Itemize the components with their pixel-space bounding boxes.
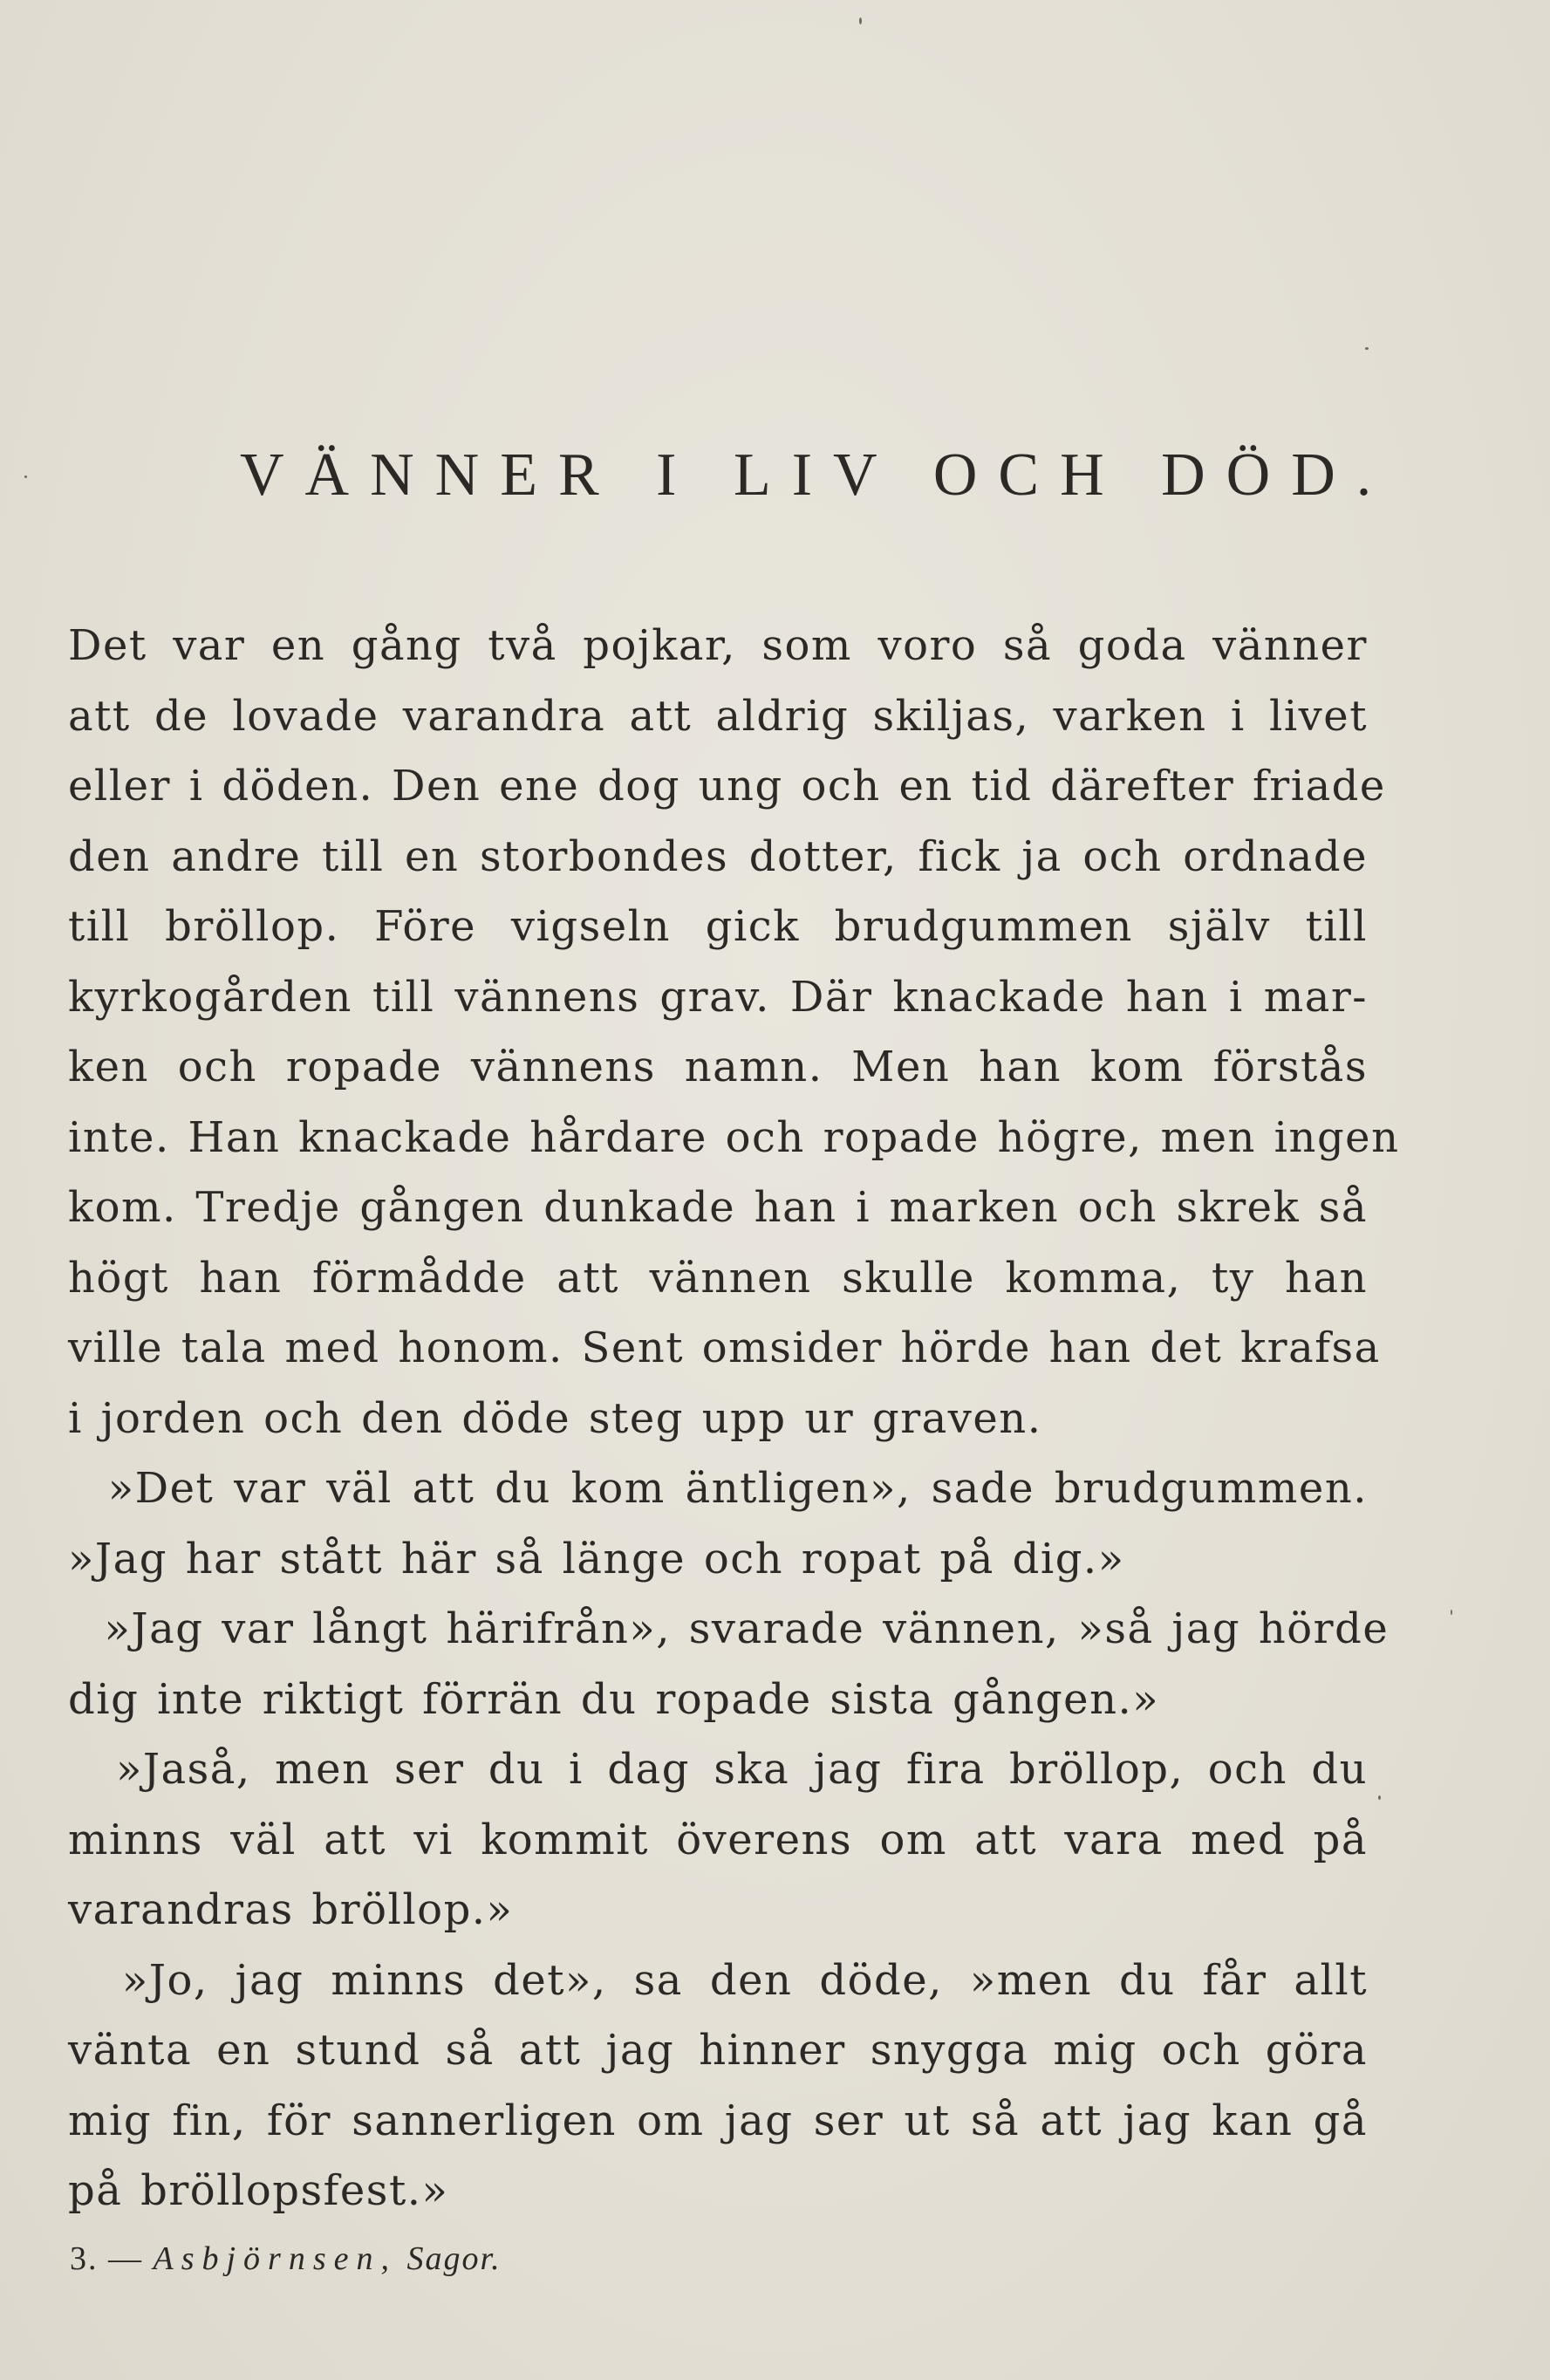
paper-speck [1365,347,1369,350]
text-line: varandras bröllop.» [68,1885,514,1934]
paper-speck [1451,1610,1452,1615]
text-line: i jorden och den döde steg upp ur graven. [68,1393,1042,1443]
text-line: ken och ropade vännens namn. Men han kom förstås [68,1043,1368,1091]
text-line: dig inte riktigt förrän du ropade sista gången.» [68,1674,1160,1724]
text-line: »Jaså, men ser du i dag ska jag fira bröllop, och du [68,1745,1368,1794]
chapter-title: VÄNNER I LIV OCH DÖD. [240,441,1393,509]
text-line: på bröllopsfest.» [68,2166,449,2215]
paper-speck [1378,1795,1381,1800]
text-line: »Jag var långt härifrån», svarade vännen, »så jag hörde [68,1604,1390,1653]
page-footer [70,2240,502,2278]
body-text [68,611,1400,2226]
text-line: »Jag har stått här så länge och ropat på dig.» [68,1534,1125,1583]
signature-number: 3. [70,2240,99,2277]
text-line: mig fin, för sannerligen om jag ser ut så att jag kan gå [68,2096,1368,2145]
text-line: Det var en gång två pojkar, som voro så goda vänner [68,621,1368,670]
text-line: högt han förmådde att vännen skulle komma, ty han [68,1253,1368,1303]
text-line: vänta en stund så att jag hinner snygga mig och göra [68,2026,1368,2075]
text-line: kom. Tredje gången dunkade han i marken och skrek så [68,1183,1368,1232]
text-line: att de lovade varandra att aldrig skiljas, varken i livet [68,691,1368,741]
text-line: eller i döden. Den ene dog ung och en tid därefter friade [68,762,1386,810]
text-line: ville tala med honom. Sent omsider hörde han det krafsa [68,1323,1381,1372]
text-line: till bröllop. Före vigseln gick brudgummen själv till [68,902,1368,951]
text-line: kyrkogården till vännens grav. Där knackade han i mar- [68,972,1368,1022]
paper-speck [24,475,27,478]
text-line: den andre till en storbondes dotter, fick ja och ordnade [68,831,1368,881]
text-line: »Det var väl att du kom äntligen», sade brudgummen. [68,1464,1368,1513]
footer-book-title: Sagor. [406,2240,502,2277]
footer-dash: — [108,2240,143,2277]
footer-author: Asbjörnsen, [153,2240,397,2277]
text-line: minns väl att vi kommit överens om att vara med på [68,1815,1368,1864]
text-line: inte. Han knackade hårdare och ropade högre, men ingen [68,1112,1400,1162]
text-line: »Jo, jag minns det», sa den döde, »men du får allt [68,1955,1368,2005]
paper-speck [859,17,862,24]
